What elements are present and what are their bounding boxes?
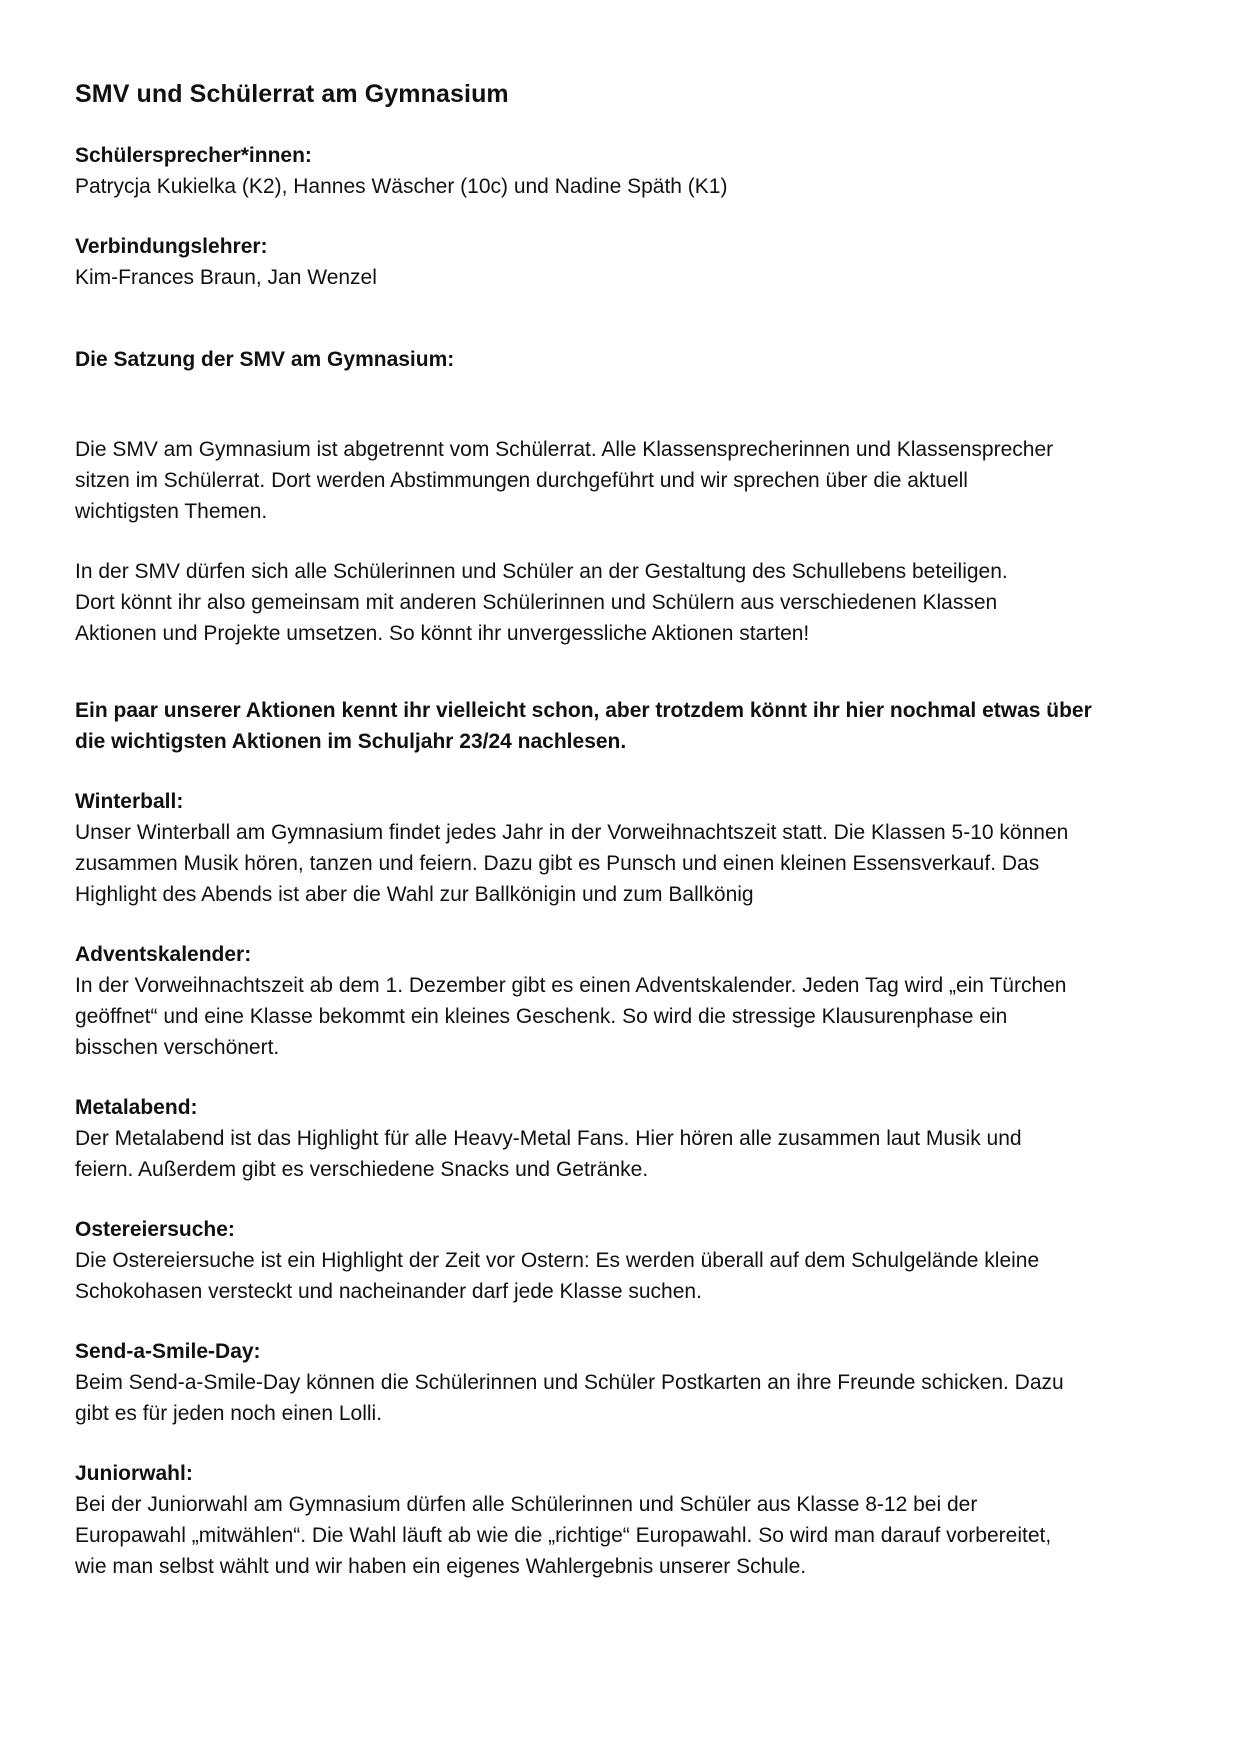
speakers-names: Patrycja Kukielka (K2), Hannes Wäscher (10c) und Nadine Späth (K1): [75, 175, 728, 198]
action-send-a-smile-day: [75, 1336, 1175, 1429]
page-title: SMV und Schülerrat am Gymnasium: [75, 80, 509, 108]
action-label: Juniorwahl:: [75, 1462, 193, 1485]
action-label: Winterball:: [75, 790, 184, 813]
document-page: [75, 70, 1175, 1582]
paragraph-line: In der SMV dürfen sich alle Schülerinnen und Schüler an der Gestaltung des Schullebens beteiligen.: [75, 560, 1008, 583]
action-line: feiern. Außerdem gibt es verschiedene Snacks und Getränke.: [75, 1158, 649, 1181]
action-line: Bei der Juniorwahl am Gymnasium dürfen alle Schülerinnen und Schüler aus Klasse 8-12 bei der: [75, 1493, 978, 1516]
action-line: wie man selbst wählt und wir haben ein eigenes Wahlergebnis unserer Schule.: [75, 1555, 807, 1578]
teachers-names: Kim-Frances Braun, Jan Wenzel: [75, 266, 377, 289]
paragraph-line: Dort könnt ihr also gemeinsam mit anderen Schülerinnen und Schülern aus verschiedenen Klassen: [75, 591, 998, 614]
action-adventskalender: [75, 939, 1175, 1063]
action-label: Metalabend:: [75, 1096, 198, 1119]
speakers-section: [75, 140, 1175, 202]
action-line: bisschen verschönert.: [75, 1036, 280, 1059]
teachers-label: Verbindungslehrer:: [75, 235, 268, 258]
action-label: Send-a-Smile-Day:: [75, 1340, 261, 1363]
action-line: Europawahl „mitwählen“. Die Wahl läuft ab wie die „richtige“ Europawahl. So wird man darauf vorbereitet,: [75, 1524, 1052, 1547]
action-line: Der Metalabend ist das Highlight für alle Heavy-Metal Fans. Hier hören alle zusammen laut Musik und: [75, 1127, 1022, 1150]
action-line: Highlight des Abends ist aber die Wahl zur Ballkönigin und zum Ballkönig: [75, 883, 754, 906]
speakers-label: Schülersprecher*innen:: [75, 144, 312, 167]
action-line: Die Ostereiersuche ist ein Highlight der Zeit vor Ostern: Es werden überall auf dem Schulgelände kleine: [75, 1249, 1040, 1272]
action-line: geöffnet“ und eine Klasse bekommt ein kleines Geschenk. So wird die stressige Klausurenphase ein: [75, 1005, 1008, 1028]
action-winterball: [75, 786, 1175, 910]
action-metalabend: [75, 1092, 1175, 1185]
paragraph-line: sitzen im Schülerrat. Dort werden Abstimmungen durchgeführt und wir sprechen über die aktuell: [75, 469, 968, 492]
action-line: zusammen Musik hören, tanzen und feiern. Dazu gibt es Punsch und einen kleinen Essensverkauf. Das: [75, 852, 1040, 875]
statute-paragraph-1: [75, 434, 1175, 527]
action-line: In der Vorweihnachtszeit ab dem 1. Dezember gibt es einen Adventskalender. Jeden Tag wird „ein Türchen: [75, 974, 1067, 997]
intro-paragraph: [75, 695, 1175, 757]
statute-paragraph-2: [75, 556, 1175, 649]
statute-heading: Die Satzung der SMV am Gymnasium:: [75, 348, 455, 371]
paragraph-line: Aktionen und Projekte umsetzen. So könnt ihr unvergessliche Aktionen starten!: [75, 622, 810, 645]
action-juniorwahl: [75, 1458, 1175, 1582]
action-label: Ostereiersuche:: [75, 1218, 235, 1241]
action-ostereiersuche: [75, 1214, 1175, 1307]
action-line: Beim Send-a-Smile-Day können die Schülerinnen und Schüler Postkarten an ihre Freunde schicken. Dazu: [75, 1371, 1064, 1394]
intro-line: die wichtigsten Aktionen im Schuljahr 23/24 nachlesen.: [75, 730, 627, 753]
action-line: Unser Winterball am Gymnasium findet jedes Jahr in der Vorweihnachtszeit statt. Die Klassen 5-10 können: [75, 821, 1069, 844]
paragraph-line: Die SMV am Gymnasium ist abgetrennt vom Schülerrat. Alle Klassensprecherinnen und Klassensprecher: [75, 438, 1054, 461]
paragraph-line: wichtigsten Themen.: [75, 500, 268, 523]
intro-line: Ein paar unserer Aktionen kennt ihr vielleicht schon, aber trotzdem könnt ihr hier nochmal etwas über: [75, 699, 1092, 722]
action-line: Schokohasen versteckt und nacheinander darf jede Klasse suchen.: [75, 1280, 702, 1303]
action-label: Adventskalender:: [75, 943, 252, 966]
action-line: gibt es für jeden noch einen Lolli.: [75, 1402, 383, 1425]
teachers-section: [75, 231, 1175, 293]
